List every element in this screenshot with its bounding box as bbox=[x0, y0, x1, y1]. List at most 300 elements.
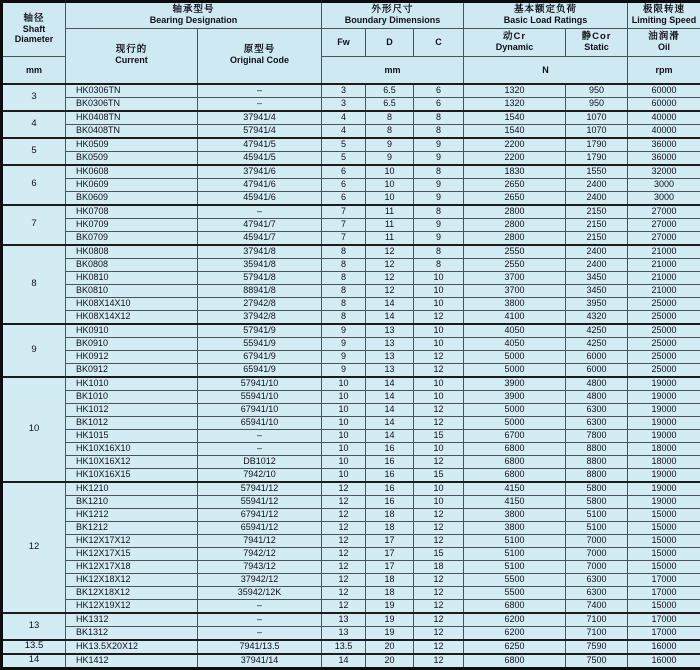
fw-cell: 13 bbox=[322, 613, 366, 627]
original-code-cell: 7941/13.5 bbox=[198, 640, 322, 654]
c-cell: 10 bbox=[414, 324, 464, 338]
table-row bbox=[2, 191, 700, 205]
fw-cell: 3 bbox=[322, 84, 366, 98]
original-code-cell: 57941/9 bbox=[198, 324, 322, 338]
dynamic-load-cell: 1320 bbox=[464, 97, 566, 111]
original-code-cell: 57941/12 bbox=[198, 482, 322, 496]
c-cell: 15 bbox=[414, 429, 464, 442]
limiting-speed-cell: 25000 bbox=[628, 324, 700, 338]
limiting-speed-cell: 25000 bbox=[628, 310, 700, 324]
d-cell: 14 bbox=[366, 390, 414, 403]
fw-cell: 12 bbox=[322, 599, 366, 613]
bearing-current-cell: HK10X16X12 bbox=[66, 455, 198, 468]
fw-cell: 12 bbox=[322, 495, 366, 508]
dynamic-load-cell: 5000 bbox=[464, 403, 566, 416]
static-load-cell: 4250 bbox=[566, 337, 628, 350]
static-load-cell: 2400 bbox=[566, 245, 628, 259]
dynamic-load-cell: 3700 bbox=[464, 284, 566, 297]
dynamic-load-cell: 5100 bbox=[464, 534, 566, 547]
table-row bbox=[2, 586, 700, 599]
d-cell: 17 bbox=[366, 560, 414, 573]
table-row bbox=[2, 573, 700, 586]
d-cell: 14 bbox=[366, 416, 414, 429]
limiting-speed-cell: 18000 bbox=[628, 442, 700, 455]
static-load-cell: 8800 bbox=[566, 442, 628, 455]
original-code-cell: 65941/12 bbox=[198, 521, 322, 534]
c-cell: 12 bbox=[414, 455, 464, 468]
static-load-cell: 6300 bbox=[566, 403, 628, 416]
c-cell: 8 bbox=[414, 245, 464, 259]
limiting-speed-cell: 17000 bbox=[628, 586, 700, 599]
d-cell: 12 bbox=[366, 258, 414, 271]
header-oil: 油润滑 Oil bbox=[628, 29, 700, 57]
static-load-cell: 7000 bbox=[566, 534, 628, 547]
c-cell: 9 bbox=[414, 138, 464, 152]
d-cell: 11 bbox=[366, 231, 414, 245]
c-cell: 12 bbox=[414, 573, 464, 586]
limiting-speed-cell: 16000 bbox=[628, 640, 700, 654]
dynamic-load-cell: 5000 bbox=[464, 416, 566, 429]
limiting-speed-cell: 25000 bbox=[628, 363, 700, 377]
table-row bbox=[2, 231, 700, 245]
c-cell: 12 bbox=[414, 586, 464, 599]
dynamic-load-cell: 2650 bbox=[464, 178, 566, 191]
table-row bbox=[2, 165, 700, 179]
c-cell: 12 bbox=[414, 613, 464, 627]
limiting-speed-cell: 3000 bbox=[628, 191, 700, 205]
dynamic-load-cell: 6800 bbox=[464, 599, 566, 613]
table-row bbox=[2, 284, 700, 297]
original-code-cell: DB1012 bbox=[198, 455, 322, 468]
table-row bbox=[2, 495, 700, 508]
header-boundary-dimensions: 外形尺寸 Boundary Dimensions bbox=[322, 2, 464, 29]
original-code-cell: – bbox=[198, 205, 322, 219]
c-cell: 12 bbox=[414, 350, 464, 363]
c-cell: 10 bbox=[414, 271, 464, 284]
original-code-cell: – bbox=[198, 84, 322, 98]
fw-cell: 12 bbox=[322, 573, 366, 586]
limiting-speed-cell: 21000 bbox=[628, 271, 700, 284]
static-load-cell: 950 bbox=[566, 97, 628, 111]
limiting-speed-cell: 19000 bbox=[628, 482, 700, 496]
fw-cell: 9 bbox=[322, 350, 366, 363]
dynamic-load-cell: 4150 bbox=[464, 482, 566, 496]
dynamic-load-cell: 1540 bbox=[464, 124, 566, 138]
d-cell: 6.5 bbox=[366, 97, 414, 111]
static-load-cell: 7800 bbox=[566, 429, 628, 442]
dynamic-load-cell: 6800 bbox=[464, 455, 566, 468]
limiting-speed-cell: 17000 bbox=[628, 613, 700, 627]
fw-cell: 9 bbox=[322, 324, 366, 338]
bearing-current-cell: HK12X19X12 bbox=[66, 599, 198, 613]
original-code-cell: 47941/6 bbox=[198, 178, 322, 191]
d-cell: 11 bbox=[366, 205, 414, 219]
table-row bbox=[2, 560, 700, 573]
bearing-current-cell: HK1212 bbox=[66, 508, 198, 521]
original-code-cell: 67941/9 bbox=[198, 350, 322, 363]
limiting-speed-cell: 40000 bbox=[628, 111, 700, 125]
static-load-cell: 7000 bbox=[566, 560, 628, 573]
bearing-current-cell: HK0306TN bbox=[66, 84, 198, 98]
static-load-cell: 5100 bbox=[566, 521, 628, 534]
original-code-cell: 57941/8 bbox=[198, 271, 322, 284]
c-cell: 12 bbox=[414, 508, 464, 521]
c-cell: 9 bbox=[414, 151, 464, 165]
bearing-current-cell: HK12X17X18 bbox=[66, 560, 198, 573]
original-code-cell: – bbox=[198, 626, 322, 640]
original-code-cell: – bbox=[198, 599, 322, 613]
fw-cell: 13 bbox=[322, 626, 366, 640]
dynamic-load-cell: 3800 bbox=[464, 508, 566, 521]
d-cell: 10 bbox=[366, 178, 414, 191]
table-row bbox=[2, 442, 700, 455]
dynamic-load-cell: 4100 bbox=[464, 310, 566, 324]
c-cell: 12 bbox=[414, 363, 464, 377]
bearing-current-cell: BK0609 bbox=[66, 191, 198, 205]
shaft-diameter-cell: 10 bbox=[2, 377, 66, 482]
table-row bbox=[2, 377, 700, 391]
original-code-cell: 37941/8 bbox=[198, 245, 322, 259]
c-cell: 10 bbox=[414, 482, 464, 496]
bearing-current-cell: HK0608 bbox=[66, 165, 198, 179]
bearing-current-cell: BK12X18X12 bbox=[66, 586, 198, 599]
table-row bbox=[2, 482, 700, 496]
bearing-current-cell: BK0808 bbox=[66, 258, 198, 271]
table-row bbox=[2, 271, 700, 284]
c-cell: 12 bbox=[414, 310, 464, 324]
original-code-cell: 67941/12 bbox=[198, 508, 322, 521]
static-load-cell: 1070 bbox=[566, 111, 628, 125]
d-cell: 8 bbox=[366, 124, 414, 138]
c-cell: 6 bbox=[414, 84, 464, 98]
table-row bbox=[2, 429, 700, 442]
limiting-speed-cell: 60000 bbox=[628, 97, 700, 111]
dynamic-load-cell: 3800 bbox=[464, 297, 566, 310]
c-cell: 10 bbox=[414, 390, 464, 403]
static-load-cell: 1070 bbox=[566, 124, 628, 138]
static-load-cell: 6000 bbox=[566, 363, 628, 377]
d-cell: 16 bbox=[366, 442, 414, 455]
header-c: C bbox=[414, 29, 464, 57]
header-bearing-designation: 轴承型号 Bearing Designation bbox=[66, 2, 322, 29]
limiting-speed-cell: 19000 bbox=[628, 468, 700, 482]
bearing-current-cell: BK1012 bbox=[66, 416, 198, 429]
table-body bbox=[2, 84, 700, 669]
dynamic-load-cell: 2550 bbox=[464, 245, 566, 259]
bearing-current-cell: BK0709 bbox=[66, 231, 198, 245]
d-cell: 19 bbox=[366, 613, 414, 627]
d-cell: 18 bbox=[366, 508, 414, 521]
dynamic-load-cell: 4050 bbox=[464, 324, 566, 338]
static-load-cell: 2150 bbox=[566, 205, 628, 219]
c-cell: 12 bbox=[414, 626, 464, 640]
limiting-speed-cell: 16000 bbox=[628, 654, 700, 669]
fw-cell: 12 bbox=[322, 521, 366, 534]
original-code-cell: 88941/8 bbox=[198, 284, 322, 297]
limiting-speed-cell: 19000 bbox=[628, 429, 700, 442]
bearing-current-cell: BK1312 bbox=[66, 626, 198, 640]
original-code-cell: – bbox=[198, 429, 322, 442]
fw-cell: 6 bbox=[322, 165, 366, 179]
original-code-cell: 7942/12 bbox=[198, 547, 322, 560]
table-row bbox=[2, 111, 700, 125]
d-cell: 14 bbox=[366, 429, 414, 442]
c-cell: 9 bbox=[414, 218, 464, 231]
original-code-cell: 57941/4 bbox=[198, 124, 322, 138]
shaft-diameter-cell: 4 bbox=[2, 111, 66, 138]
limiting-speed-cell: 25000 bbox=[628, 297, 700, 310]
d-cell: 10 bbox=[366, 191, 414, 205]
static-load-cell: 2150 bbox=[566, 231, 628, 245]
original-code-cell: – bbox=[198, 97, 322, 111]
fw-cell: 8 bbox=[322, 310, 366, 324]
fw-cell: 7 bbox=[322, 231, 366, 245]
limiting-speed-cell: 15000 bbox=[628, 521, 700, 534]
original-code-cell: 35941/8 bbox=[198, 258, 322, 271]
bearing-current-cell: BK0810 bbox=[66, 284, 198, 297]
original-code-cell: 45941/7 bbox=[198, 231, 322, 245]
table-row bbox=[2, 390, 700, 403]
table-row bbox=[2, 363, 700, 377]
static-load-cell: 3450 bbox=[566, 284, 628, 297]
static-load-cell: 2400 bbox=[566, 258, 628, 271]
static-load-cell: 6000 bbox=[566, 350, 628, 363]
dynamic-load-cell: 5000 bbox=[464, 350, 566, 363]
original-code-cell: 7942/10 bbox=[198, 468, 322, 482]
static-load-cell: 3950 bbox=[566, 297, 628, 310]
d-cell: 16 bbox=[366, 482, 414, 496]
original-code-cell: 45941/5 bbox=[198, 151, 322, 165]
dynamic-load-cell: 2550 bbox=[464, 258, 566, 271]
c-cell: 15 bbox=[414, 468, 464, 482]
original-code-cell: 55941/9 bbox=[198, 337, 322, 350]
limiting-speed-cell: 27000 bbox=[628, 231, 700, 245]
dynamic-load-cell: 1830 bbox=[464, 165, 566, 179]
dynamic-load-cell: 2800 bbox=[464, 231, 566, 245]
static-load-cell: 1790 bbox=[566, 151, 628, 165]
d-cell: 13 bbox=[366, 324, 414, 338]
bearing-current-cell: HK08X14X10 bbox=[66, 297, 198, 310]
table-header bbox=[2, 2, 700, 84]
fw-cell: 13.5 bbox=[322, 640, 366, 654]
header-dynamic: 动Cr Dynamic bbox=[464, 29, 566, 57]
d-cell: 20 bbox=[366, 654, 414, 669]
limiting-speed-cell: 3000 bbox=[628, 178, 700, 191]
original-code-cell: 55941/10 bbox=[198, 390, 322, 403]
fw-cell: 6 bbox=[322, 178, 366, 191]
table-row bbox=[2, 547, 700, 560]
d-cell: 19 bbox=[366, 626, 414, 640]
shaft-diameter-cell: 3 bbox=[2, 84, 66, 111]
dynamic-load-cell: 6800 bbox=[464, 654, 566, 669]
limiting-speed-cell: 15000 bbox=[628, 560, 700, 573]
d-cell: 9 bbox=[366, 138, 414, 152]
fw-cell: 10 bbox=[322, 403, 366, 416]
header-shaft-diameter-zh: 轴径 bbox=[3, 14, 65, 25]
fw-cell: 10 bbox=[322, 442, 366, 455]
static-load-cell: 6300 bbox=[566, 586, 628, 599]
shaft-diameter-cell: 5 bbox=[2, 138, 66, 165]
table-row bbox=[2, 310, 700, 324]
table-row bbox=[2, 599, 700, 613]
table-row bbox=[2, 258, 700, 271]
shaft-diameter-cell: 12 bbox=[2, 482, 66, 613]
dynamic-load-cell: 6700 bbox=[464, 429, 566, 442]
fw-cell: 6 bbox=[322, 191, 366, 205]
table-row bbox=[2, 468, 700, 482]
static-load-cell: 4800 bbox=[566, 390, 628, 403]
bearing-current-cell: BK0912 bbox=[66, 363, 198, 377]
c-cell: 15 bbox=[414, 547, 464, 560]
dynamic-load-cell: 4150 bbox=[464, 495, 566, 508]
header-current: 现行的 Current bbox=[66, 29, 198, 84]
static-load-cell: 4800 bbox=[566, 377, 628, 391]
bearing-current-cell: HK10X16X10 bbox=[66, 442, 198, 455]
limiting-speed-cell: 19000 bbox=[628, 377, 700, 391]
bearing-current-cell: HK0609 bbox=[66, 178, 198, 191]
original-code-cell: 37942/12 bbox=[198, 573, 322, 586]
bearing-current-cell: HK1012 bbox=[66, 403, 198, 416]
original-code-cell: 47941/7 bbox=[198, 218, 322, 231]
bearing-current-cell: BK1010 bbox=[66, 390, 198, 403]
d-cell: 14 bbox=[366, 403, 414, 416]
d-cell: 10 bbox=[366, 165, 414, 179]
limiting-speed-cell: 25000 bbox=[628, 350, 700, 363]
limiting-speed-cell: 40000 bbox=[628, 124, 700, 138]
dynamic-load-cell: 3900 bbox=[464, 390, 566, 403]
static-load-cell: 950 bbox=[566, 84, 628, 98]
original-code-cell: 47941/5 bbox=[198, 138, 322, 152]
limiting-speed-cell: 19000 bbox=[628, 390, 700, 403]
c-cell: 8 bbox=[414, 205, 464, 219]
dynamic-load-cell: 6800 bbox=[464, 468, 566, 482]
shaft-diameter-cell: 6 bbox=[2, 165, 66, 205]
bearing-current-cell: HK0910 bbox=[66, 324, 198, 338]
fw-cell: 12 bbox=[322, 534, 366, 547]
fw-cell: 12 bbox=[322, 508, 366, 521]
table-row bbox=[2, 521, 700, 534]
d-cell: 16 bbox=[366, 468, 414, 482]
d-cell: 18 bbox=[366, 521, 414, 534]
dynamic-load-cell: 6250 bbox=[464, 640, 566, 654]
dynamic-load-cell: 2200 bbox=[464, 138, 566, 152]
bearing-current-cell: HK08X14X12 bbox=[66, 310, 198, 324]
dynamic-load-cell: 5100 bbox=[464, 560, 566, 573]
dynamic-load-cell: 1320 bbox=[464, 84, 566, 98]
fw-cell: 9 bbox=[322, 337, 366, 350]
dynamic-load-cell: 6200 bbox=[464, 613, 566, 627]
header-shaft-diameter bbox=[2, 2, 66, 57]
c-cell: 9 bbox=[414, 231, 464, 245]
table-row bbox=[2, 218, 700, 231]
fw-cell: 4 bbox=[322, 111, 366, 125]
bearing-current-cell: BK0408TN bbox=[66, 124, 198, 138]
c-cell: 12 bbox=[414, 416, 464, 429]
shaft-diameter-cell: 13.5 bbox=[2, 640, 66, 654]
table-row bbox=[2, 534, 700, 547]
d-cell: 17 bbox=[366, 534, 414, 547]
fw-cell: 10 bbox=[322, 429, 366, 442]
c-cell: 8 bbox=[414, 165, 464, 179]
c-cell: 12 bbox=[414, 599, 464, 613]
bearing-current-cell: HK0808 bbox=[66, 245, 198, 259]
d-cell: 19 bbox=[366, 599, 414, 613]
bearing-current-cell: HK0709 bbox=[66, 218, 198, 231]
shaft-diameter-cell: 14 bbox=[2, 654, 66, 669]
bearing-current-cell: HK0509 bbox=[66, 138, 198, 152]
static-load-cell: 5100 bbox=[566, 508, 628, 521]
static-load-cell: 6300 bbox=[566, 573, 628, 586]
original-code-cell: 37941/14 bbox=[198, 654, 322, 669]
static-load-cell: 5800 bbox=[566, 482, 628, 496]
c-cell: 12 bbox=[414, 654, 464, 669]
fw-cell: 10 bbox=[322, 468, 366, 482]
limiting-speed-cell: 21000 bbox=[628, 245, 700, 259]
original-code-cell: 27942/8 bbox=[198, 297, 322, 310]
original-code-cell: 65941/10 bbox=[198, 416, 322, 429]
static-load-cell: 7500 bbox=[566, 654, 628, 669]
d-cell: 14 bbox=[366, 377, 414, 391]
c-cell: 10 bbox=[414, 297, 464, 310]
table-row bbox=[2, 297, 700, 310]
static-load-cell: 4320 bbox=[566, 310, 628, 324]
c-cell: 8 bbox=[414, 111, 464, 125]
limiting-speed-cell: 18000 bbox=[628, 455, 700, 468]
table-row bbox=[2, 455, 700, 468]
c-cell: 6 bbox=[414, 97, 464, 111]
header-shaft-diameter-en: Shaft Diameter bbox=[3, 25, 65, 45]
c-cell: 9 bbox=[414, 191, 464, 205]
bearing-current-cell: HK1412 bbox=[66, 654, 198, 669]
fw-cell: 7 bbox=[322, 218, 366, 231]
header-limiting-speed: 极限转速 Limiting Speed bbox=[628, 2, 700, 29]
c-cell: 12 bbox=[414, 403, 464, 416]
table-row bbox=[2, 178, 700, 191]
table-row bbox=[2, 124, 700, 138]
dynamic-load-cell: 3900 bbox=[464, 377, 566, 391]
original-code-cell: 37942/8 bbox=[198, 310, 322, 324]
c-cell: 8 bbox=[414, 258, 464, 271]
bearing-current-cell: HK13.5X20X12 bbox=[66, 640, 198, 654]
fw-cell: 12 bbox=[322, 586, 366, 599]
limiting-speed-cell: 15000 bbox=[628, 547, 700, 560]
dynamic-load-cell: 5500 bbox=[464, 573, 566, 586]
table-row bbox=[2, 640, 700, 654]
unit-limiting-speed: rpm bbox=[628, 57, 700, 84]
d-cell: 17 bbox=[366, 547, 414, 560]
static-load-cell: 1550 bbox=[566, 165, 628, 179]
table-row bbox=[2, 626, 700, 640]
limiting-speed-cell: 60000 bbox=[628, 84, 700, 98]
table-row bbox=[2, 654, 700, 669]
c-cell: 10 bbox=[414, 442, 464, 455]
c-cell: 10 bbox=[414, 495, 464, 508]
fw-cell: 8 bbox=[322, 284, 366, 297]
dynamic-load-cell: 4050 bbox=[464, 337, 566, 350]
static-load-cell: 2400 bbox=[566, 191, 628, 205]
shaft-diameter-cell: 8 bbox=[2, 245, 66, 324]
dynamic-load-cell: 5100 bbox=[464, 547, 566, 560]
original-code-cell: 45941/6 bbox=[198, 191, 322, 205]
d-cell: 11 bbox=[366, 218, 414, 231]
original-code-cell: 37941/6 bbox=[198, 165, 322, 179]
c-cell: 12 bbox=[414, 640, 464, 654]
limiting-speed-cell: 27000 bbox=[628, 205, 700, 219]
c-cell: 18 bbox=[414, 560, 464, 573]
static-load-cell: 7100 bbox=[566, 626, 628, 640]
table-row bbox=[2, 84, 700, 98]
bearing-current-cell: HK0708 bbox=[66, 205, 198, 219]
